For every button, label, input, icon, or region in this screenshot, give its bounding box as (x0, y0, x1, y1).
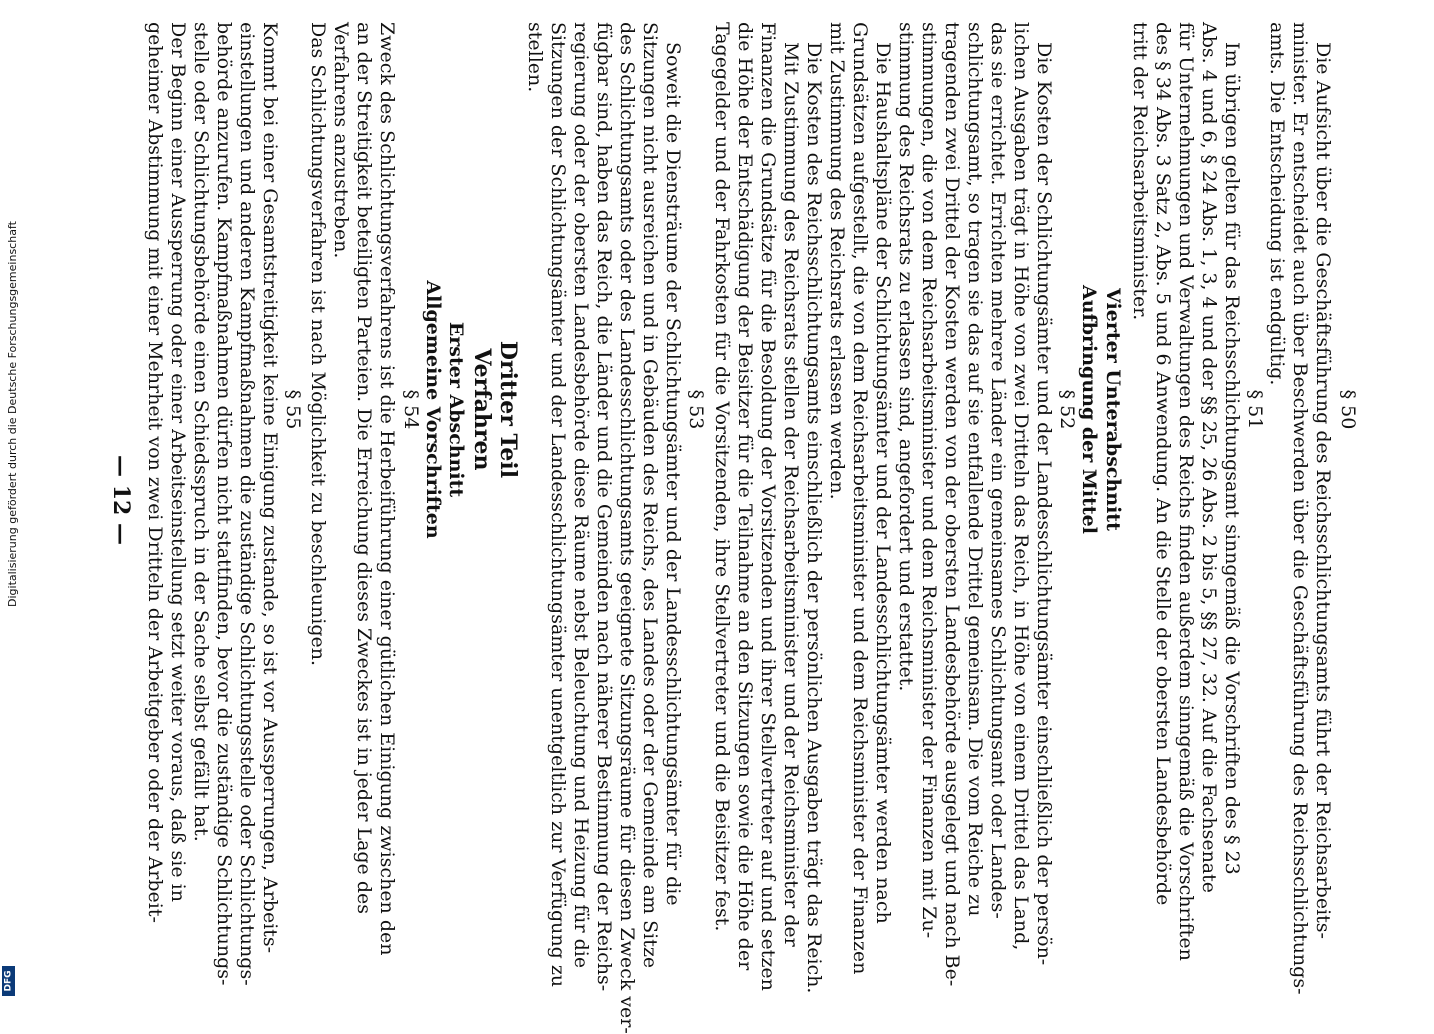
text-line: § 51 (1244, 389, 1266, 430)
text-line: Grundsätzen aufgestellt, die von dem Reichsarbeitsminister und dem Reichsminister der Finanzen (849, 22, 871, 975)
text-line: Die Aufsicht über die Geschäftsführung des Reichsschlichtungsamts führt der Reichsarbeits- (1312, 42, 1334, 939)
text-line: Die Kosten des Reichsschlichtungsamts einschließlich der persönlichen Ausgaben trägt das Reich. (803, 42, 825, 994)
text-line: stimmung des Reichsrats zu erlassen sind, angefordert und erstattet. (895, 22, 917, 692)
text-line: Soweit die Diensträume der Schlichtungsämter und der Landesschlichtungsämter für die (662, 42, 684, 906)
digitization-credit: Digitalisierung gefördert durch die Deutsche Forschungsgemeinschaft (6, 221, 19, 607)
text-line: § 53 (685, 389, 707, 430)
text-line: Abs. 4 und 6, § 24 Abs. 1, 3, 4 und der §§ 25, 26 Abs. 2 bis 5, §§ 27, 32. Auf die Fachsenate (1198, 22, 1220, 894)
text-line: Allgemeine Vorschriften (422, 280, 444, 539)
text-line: Verfahrens anzustreben. (330, 22, 352, 259)
text-line: Vierter Unterabschnitt (1102, 288, 1124, 531)
text-line: minister. Er entscheidet auch über Beschwerden über die Geschäftsführung des Reichsschlichtungs- (1289, 22, 1311, 995)
page-number: — 12 — (108, 455, 134, 545)
text-line: § 55 (282, 389, 304, 430)
text-line: Im übrigen gelten für das Reichsschlichtungsamt sinngemäß die Vorschriften des § 23 (1221, 42, 1243, 875)
text-line: § 52 (1056, 389, 1078, 430)
dfg-logo-text: DFG (3, 970, 14, 992)
text-line: die Höhe der Entschädigung der Beisitzer für die Teilnahme an den Sitzungen sowie die Höhe der (734, 22, 756, 971)
text-line: tritt der Reichsarbeitsminister. (1129, 22, 1151, 321)
text-line: § 50 (1337, 389, 1359, 430)
text-line: Aufbringung der Mittel (1078, 285, 1100, 534)
text-line: amts. Die Entscheidung ist endgültig. (1266, 22, 1288, 386)
text-line: Finanzen die Grundsätze für die Besoldung der Vorsitzenden und ihrer Stellvertreter auf und setzen (757, 22, 779, 991)
text-line: des Schlichtungsamts oder des Landesschlichtungsamts geeignete Sitzungsräume für diesen Zweck ver- (616, 22, 638, 1034)
text-line: lichen Ausgaben trägt in Höhe von zwei Dritteln das Reich, in Höhe von einem Drittel das Land, (1010, 22, 1032, 951)
text-line: Erster Abschnitt (445, 321, 467, 498)
text-line: Sitzungen der Schlichtungsämter und der Landesschlichtungsämter unentgeltlich zur Verfügung zu (547, 22, 569, 988)
text-line: geheimer Abstimmung mit einer Mehrheit von zwei Dritteln der Arbeitgeber oder der Arbeit- (144, 22, 166, 923)
text-line: regierung oder der obersten Landesbehörde diese Räume nebst Beleuchtung und Heizung für die (570, 22, 592, 969)
text-line: des § 34 Abs. 3 Satz 2, Abs. 5 und 6 Anwendung. An die Stelle der obersten Landesbehörde (1152, 22, 1174, 906)
text-line: stimmungen, die von dem Reichsarbeitsminister und dem Reichsminister der Finanzen mit Zu- (918, 22, 940, 939)
text-line: Dritter Teil (495, 340, 521, 479)
text-line: das sie errichtet. Errichten mehrere Länder ein gemeinsames Schlichtungsamt oder Landes- (987, 22, 1009, 919)
text-line: Verfahren (469, 348, 495, 471)
text-line: einstellungen und anderen Kampfmaßnahmen die zuständige Schlichtungsstelle oder Schlichtungs- (236, 22, 258, 986)
text-line: Zweck des Schlichtungsverfahrens ist die Herbeiführung einer gütlichen Einigung zwischen den (376, 22, 398, 956)
text-line: behörde anzurufen. Kampfmaßnahmen dürfen nicht stattfinden, bevor die zuständige Schlichtungs- (213, 22, 235, 986)
text-line: mit Zustimmung des Reichsrats erlassen werden. (826, 22, 848, 500)
text-line: Tagegelder und der Fahrkosten für die Vorsitzenden, ihre Stellvertreter und die Beisitzer fest. (711, 22, 733, 932)
text-line: für Unternehmungen und Verwaltungen des Reichs finden außerdem sinngemäß die Vorschriften (1175, 22, 1197, 961)
text-line: Die Haushaltspläne der Schlichtungsämter und der Landesschlichtungsämter werden nach (872, 42, 894, 924)
dfg-logo (2, 966, 15, 996)
text-line: Die Kosten der Schlichtungsämter und der Landesschlichtungsämter einschließlich der persön- (1033, 42, 1055, 966)
text-line: § 54 (400, 389, 422, 430)
text-line: Das Schlichtungsverfahren ist nach Möglichkeit zu beschleunigen. (307, 22, 329, 667)
text-line: Der Beginn einer Aussperrung oder einer Arbeitseinstellung setzt weiter voraus, daß sie in (167, 22, 189, 902)
text-line: an der Streitigkeit beteiligten Parteien. Die Erreichung dieses Zweckes ist in jeder Lage des (353, 22, 375, 914)
text-line: Kommt bei einer Gesamtstreitigkeit keine Einigung zustande, so ist vor Aussperrungen, Arbeits- (259, 22, 281, 954)
text-line: stellen. (524, 22, 546, 93)
text-line: tragenden zwei Drittel der Kosten werden von der obersten Landesbehörde ausgelegt und nach Be- (941, 22, 963, 987)
text-line: stelle oder Schlichtungsbehörde einen Schiedsspruch in der Sache selbst gefällt hat. (190, 22, 212, 842)
text-line: Mit Zustimmung des Reichsrats stellen der Reichsarbeitsminister und der Reichsminister der (780, 42, 802, 947)
text-line: Sitzungen nicht ausreichen und in Gebäuden des Reichs, des Landes oder der Gemeinde am Sitze (639, 22, 661, 969)
text-line: fügbar sind, haben das Reich, die Länder und die Gemeinden nach näherer Bestimmung der Reichs- (593, 22, 615, 992)
text-line: schlichtungsamt, so tragen sie das auf sie entfallende Drittel gemeinsam. Die vom Reiche zu (964, 22, 986, 917)
